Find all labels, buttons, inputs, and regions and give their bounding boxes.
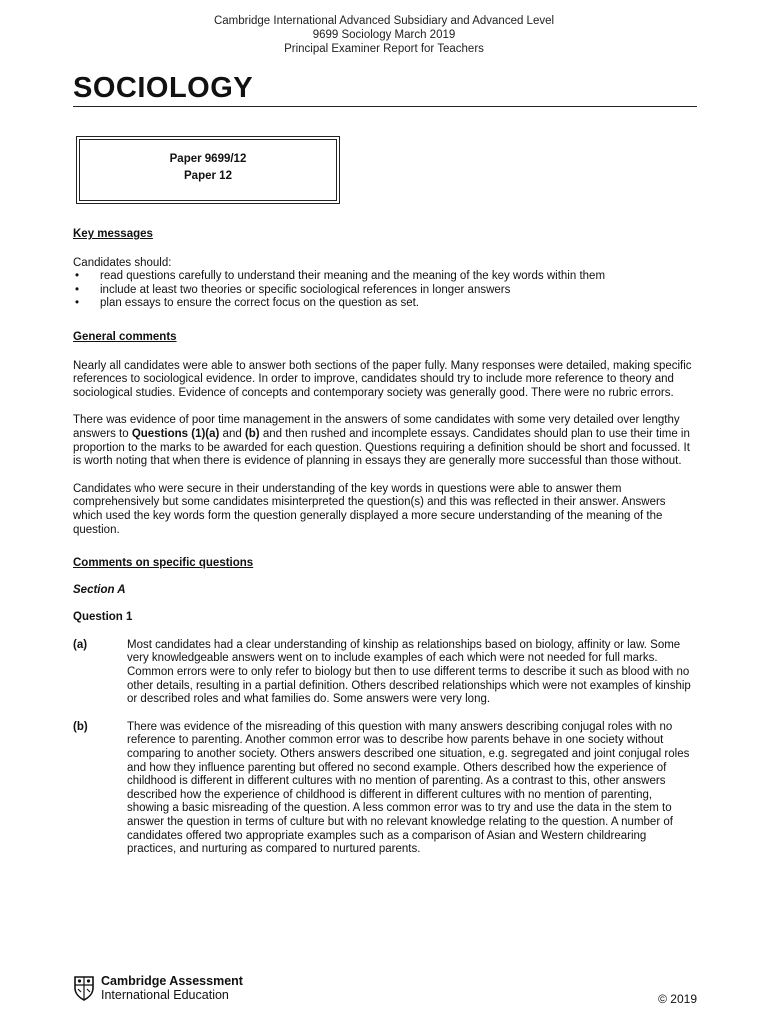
list-item: • plan essays to ensure the correct focus on the question as set. [73,297,697,311]
paper-code: Paper 9699/12 [169,153,247,165]
title-divider [73,106,697,107]
shield-crest-icon [73,975,95,1001]
question-part-a [73,639,697,707]
key-messages-heading: Key messages [73,228,153,240]
paper-number: Paper 12 [184,170,232,182]
section-heading: Section A [73,583,126,596]
paper-box [79,139,337,201]
part-label: (b) [73,720,88,733]
general-comments-heading: General comments [73,330,177,343]
general-comments-paragraph-2 [73,414,697,468]
page-title: SOCIOLOGY [73,72,254,104]
specific-questions-heading: Comments on specific questions [73,557,254,570]
part-label: (a) [73,638,88,651]
logo-line-1: Cambridge Assessment [101,974,243,988]
cambridge-logo [73,974,243,1002]
general-comments-paragraph-1: Nearly all candidates were able to answer both sections of the paper fully. Many responses were detailed, making specific references to sociological evidence. In order to improve, candidates should try to include more reference to theory and sociological studies. Evidence of concepts and contemporary society was generally good. There were no rubric errors. [73,359,692,399]
question-heading: Question 1 [73,611,133,624]
key-messages-list [73,270,697,311]
copyright: © 2019 [658,992,697,1006]
header-line-2: 9699 Sociology March 2019 [312,29,456,41]
header-line-1: Cambridge International Advanced Subsidiary and Advanced Level [213,15,555,27]
report-body [73,228,697,857]
report-header [0,14,768,56]
list-item: • read questions carefully to understand their meaning and the meaning of the key words within them [73,270,697,284]
text-run: There was evidence of poor time management in the answers of some candidates with some very detailed over lengthy answers to [73,414,680,440]
page-footer [73,974,697,1010]
question-part-b [73,721,697,857]
text-run: and [219,427,245,440]
question-reference: (b) [244,427,260,440]
general-comments-paragraph-3: Candidates who were secure in their understanding of the key words in questions were able to answer them comprehensively but some candidates misinterpreted the question(s) and this was reflected in their answer. Answers which used the key words form the question generally displayed a more secure understanding of the meaning of the question. [73,482,666,536]
part-text: There was evidence of the misreading of this question with many answers describing conjugal roles with no reference to parenting. Another common error was to describe how parents behave in one society without comparing to another society. Others answers described one situation, e.g. segregated and joint conjugal roles and how they influence parenting but offered no second example. Others described how the experience of childhood is different in different cultures with no mention of parenting. As a contrast to this, other answers described how the experience of childhood is different in different cultures with no mention of parenting, showing a basic misreading of the question. A less common error was to try and use the data in the stem to answer the question in terms of culture but with no relevant knowledge relating to the question. A number of candidates offered two appropriate examples such as a comparison of Asian and Western childrearing practices, and nurturing as compared to nurtured parents. [127,720,690,856]
logo-line-2: International Education [101,988,229,1002]
text-run: and then rushed and incomplete essays. Candidates should plan to use their time in proportion to the marks to be awarded for each question. Questions requiring a definition should be short and focussed. It is worth noting that when there is evidence of planning in essays they are generally more successful than those without. [73,427,690,468]
header-line-3: Principal Examiner Report for Teachers [284,43,484,55]
key-messages-intro: Candidates should: [73,256,172,269]
question-reference: Questions (1)(a) [131,427,220,440]
list-item: • include at least two theories or specific sociological references in longer answers [73,284,697,298]
part-text: Most candidates had a clear understanding of kinship as relationships based on biology, affinity or law. Some very knowledgeable answers went on to include examples of each which were not needed for full marks. Common errors were to only refer to biology but then to use different terms to describe it such as blood with no other details, resulting in a partial definition. Others described relationships which were not examples of kinship or described roles and what families do. Some answers were very long. [127,638,691,706]
